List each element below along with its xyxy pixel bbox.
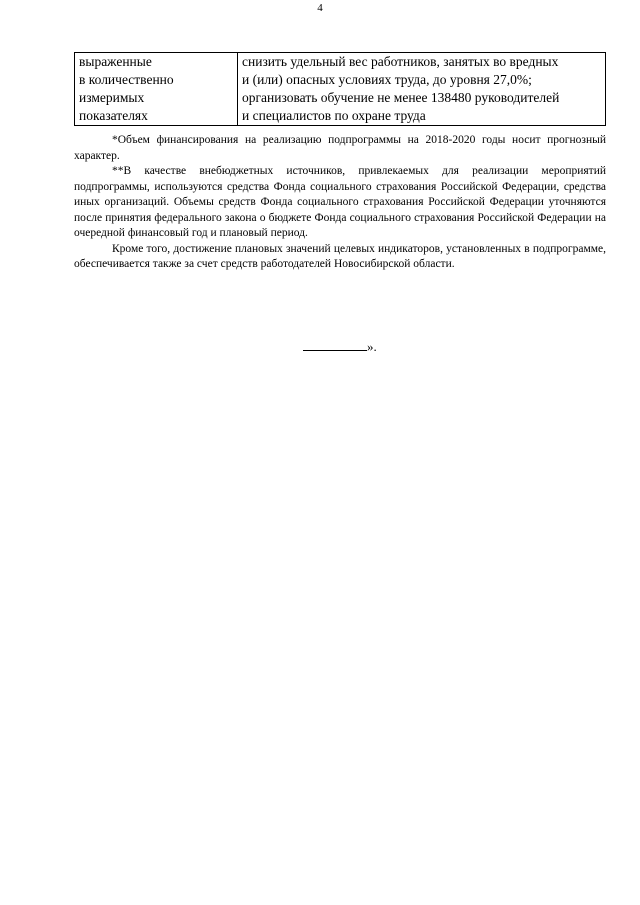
footnote-employers: Кроме того, достижение плановых значений целевых индикаторов, установленных в подпрограмме, обеспечивается также за счет средств работодателей Новосибирской области. bbox=[74, 242, 606, 270]
footnote-extrabudgetary: **В качестве внебюджетных источников, привлекаемых для реализации мероприятий подпрограммы, используются средства Фонда социального страхования Российской Федерации, средства иных организаций. Объемы средств Фонда социального страхования Российской Федерации уточняются после принятия федерального закона о бюджете Фонда социального страхования Российской Федерации на очередной финансовый год и плановый период. bbox=[74, 165, 606, 239]
table-cell-line: измеримых bbox=[79, 90, 145, 105]
table-cell-line: организовать обучение не менее 138480 руководителей bbox=[242, 90, 560, 105]
signature-underline bbox=[303, 339, 367, 351]
closing-mark bbox=[303, 339, 377, 355]
table-cell-line: в количественно bbox=[79, 72, 174, 87]
page-number: 4 bbox=[317, 2, 323, 14]
footnote-financing: *Объем финансирования на реализацию подпрограммы на 2018-2020 годы носит прогнозный характер. bbox=[74, 134, 606, 162]
table-cell-line: снизить удельный вес работников, занятых во вредных bbox=[242, 54, 559, 69]
table-cell-line: показателях bbox=[79, 108, 148, 123]
table-cell-line: и (или) опасных условиях труда, до уровня 27,0%; bbox=[242, 72, 532, 87]
indicators-table bbox=[74, 52, 606, 126]
footnotes bbox=[74, 133, 606, 273]
table-cell-line: выраженные bbox=[79, 54, 152, 69]
table-row bbox=[75, 53, 606, 126]
table-cell-line: и специалистов по охране труда bbox=[242, 108, 426, 123]
table-cell-value bbox=[238, 53, 606, 126]
table-cell-label bbox=[75, 53, 238, 126]
closing-quote: ». bbox=[367, 339, 377, 354]
